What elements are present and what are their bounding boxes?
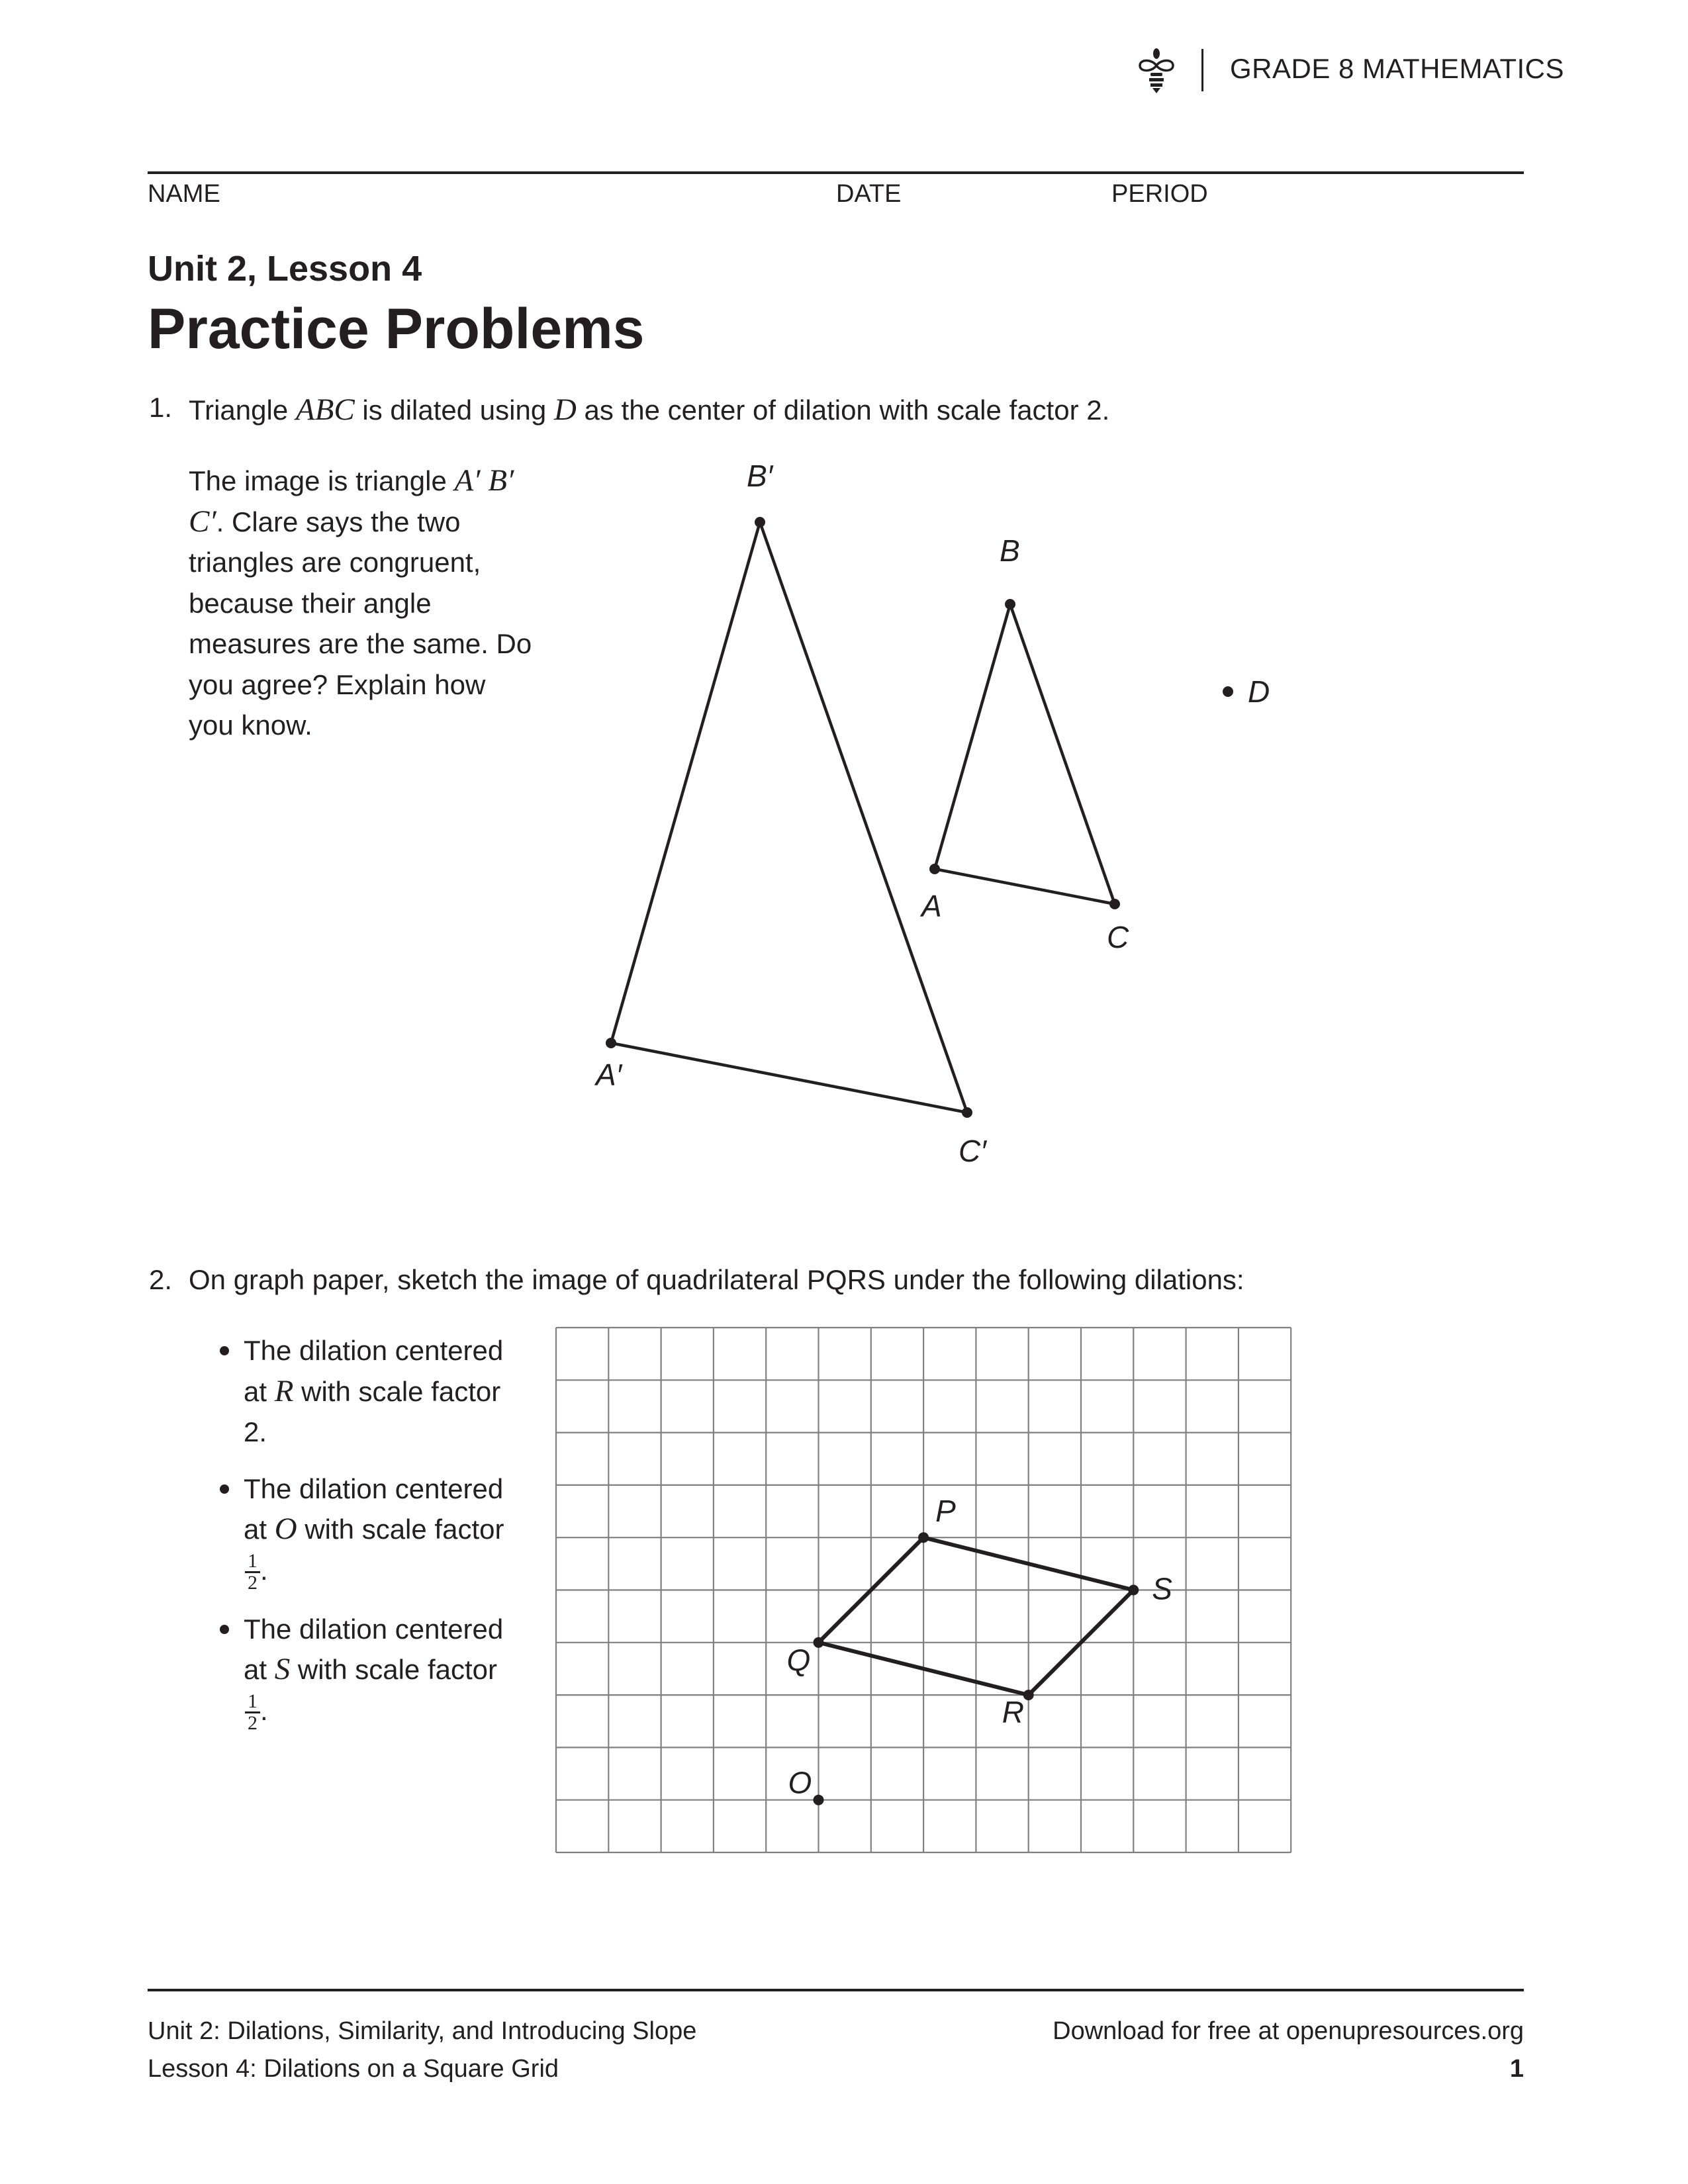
label-b-prime: B′ [747, 459, 773, 493]
page-title: Practice Problems [148, 297, 645, 361]
item-text: The dilation centered at [244, 1473, 504, 1545]
point-r [1023, 1690, 1034, 1700]
math-o: O [274, 1512, 297, 1546]
point-a-prime [606, 1038, 616, 1048]
problem-2-prompt: On graph paper, sketch the image of quadrilateral PQRS under the following dilations: [189, 1264, 1244, 1295]
dilation-item-o [220, 1469, 531, 1593]
item-text: The dilation centered at [244, 1335, 504, 1407]
footer-unit: Unit 2: Dilations, Similarity, and Introducing Slope [148, 2017, 697, 2045]
square-grid-figure [549, 1321, 1304, 1857]
point-s [1128, 1585, 1139, 1596]
item-text: with scale factor [293, 1375, 501, 1407]
prompt-text: Triangle [189, 394, 296, 426]
label-c: C [1107, 920, 1129, 954]
dilation-item-s [220, 1609, 531, 1733]
page-number: 1 [1509, 2055, 1524, 2083]
math-a-b-c-prime: A′ B′ C′ [189, 463, 514, 539]
label-c-prime: C′ [959, 1134, 986, 1168]
point-p [918, 1532, 929, 1543]
math-r: R [274, 1373, 294, 1408]
item-text: with scale factor [297, 1514, 504, 1545]
math-s: S [274, 1652, 291, 1687]
label-a: A [921, 889, 942, 923]
question-text: . Clare says the two triangles are congruent, because their angle measures are the same. Do you agree? Explain how you know. [189, 506, 532, 741]
numerator: 1 [245, 1692, 260, 1713]
question-text: The image is triangle [189, 465, 455, 496]
footer-lesson: Lesson 4: Dilations on a Square Grid [148, 2055, 559, 2083]
problem-2-number: 2. [149, 1264, 173, 1295]
label-s: S [1152, 1571, 1172, 1606]
dilation-list [220, 1330, 531, 1749]
footer-rule [148, 1989, 1524, 1991]
point-d [1223, 686, 1233, 697]
period-field-label: PERIOD [1111, 180, 1208, 208]
dilation-item-r [220, 1330, 531, 1453]
label-a-prime: A′ [596, 1058, 622, 1092]
grid-lines [556, 1328, 1291, 1852]
date-field-label: DATE [836, 180, 902, 208]
period: . [260, 1554, 268, 1586]
label-r: R [1002, 1695, 1024, 1730]
label-d: D [1248, 674, 1270, 709]
triangle-abc [935, 604, 1115, 904]
label-p: P [935, 1494, 956, 1529]
point-b [1005, 599, 1015, 610]
math-d: D [553, 392, 577, 427]
point-q [814, 1637, 824, 1648]
point-b-prime [755, 517, 765, 527]
point-a [929, 864, 940, 874]
fraction-one-half [245, 1692, 260, 1733]
course-title: GRADE 8 MATHEMATICS [1230, 53, 1564, 84]
scale-factor: 2. [244, 1416, 267, 1447]
label-b: B [1000, 533, 1020, 568]
prompt-text: as the center of dilation with scale factor 2. [576, 394, 1110, 426]
problem-1-number: 1. [149, 392, 173, 423]
math-abc: ABC [295, 392, 355, 427]
numerator: 1 [245, 1551, 260, 1573]
unit-lesson-heading: Unit 2, Lesson 4 [148, 249, 422, 289]
footer-download-link[interactable]: Download for free at openupresources.org [1053, 2017, 1524, 2045]
name-field-label: NAME [148, 180, 220, 208]
item-text: The dilation centered at [244, 1613, 504, 1686]
label-q: Q [786, 1642, 811, 1677]
point-c [1109, 899, 1120, 909]
fraction-one-half [245, 1551, 260, 1593]
triangle-a-b-c-prime [611, 522, 967, 1113]
denominator: 2 [248, 1712, 258, 1735]
denominator: 2 [248, 1571, 258, 1594]
point-c-prime [962, 1107, 972, 1118]
point-o [814, 1795, 824, 1805]
item-text: with scale factor [290, 1654, 498, 1686]
label-o: O [788, 1765, 812, 1800]
period: . [260, 1694, 268, 1726]
prompt-text: is dilated using [354, 394, 554, 426]
